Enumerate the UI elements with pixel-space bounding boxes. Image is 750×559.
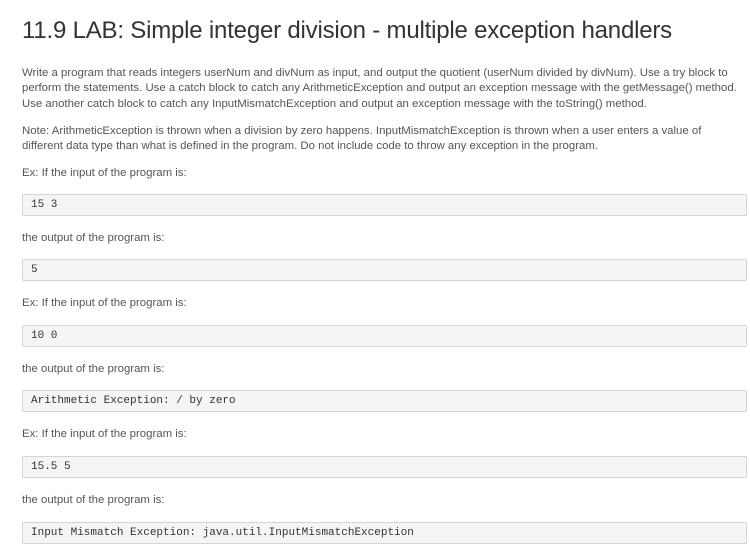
example-3-output-label: the output of the program is:	[22, 494, 165, 506]
page-title: 11.9 LAB: Simple integer division - multiple exception handlers	[22, 17, 672, 44]
example-3-input-code: 15.5 5	[22, 456, 747, 478]
example-1-input-label: Ex: If the input of the program is:	[22, 167, 187, 179]
example-1-input-code: 15 3	[22, 194, 747, 216]
example-2-input-code: 10 0	[22, 325, 747, 347]
example-1-output-code: 5	[22, 259, 747, 281]
instructions-paragraph: Write a program that reads integers userNum and divNum as input, and output the quotient (userNum divided by divNum). Use a try block to perform the statements. Use a catch block to catch any ArithmeticException and output an exception message with the getMessage() method. Use another catch block to catch any InputMismatchException and output an exception message with the toString() method.	[22, 67, 737, 110]
example-2-output-code: Arithmetic Exception: / by zero	[22, 390, 747, 412]
example-3-output-code: Input Mismatch Exception: java.util.InputMismatchException	[22, 522, 747, 544]
example-1-output-label: the output of the program is:	[22, 232, 165, 244]
example-2-input-label: Ex: If the input of the program is:	[22, 297, 187, 309]
note-paragraph: Note: ArithmeticException is thrown when a division by zero happens. InputMismatchException is thrown when a user enters a value of different data type than what is defined in the program. Do not include code to throw any exception in the program.	[22, 125, 702, 153]
example-3-input-label: Ex: If the input of the program is:	[22, 428, 187, 440]
example-2-output-label: the output of the program is:	[22, 363, 165, 375]
